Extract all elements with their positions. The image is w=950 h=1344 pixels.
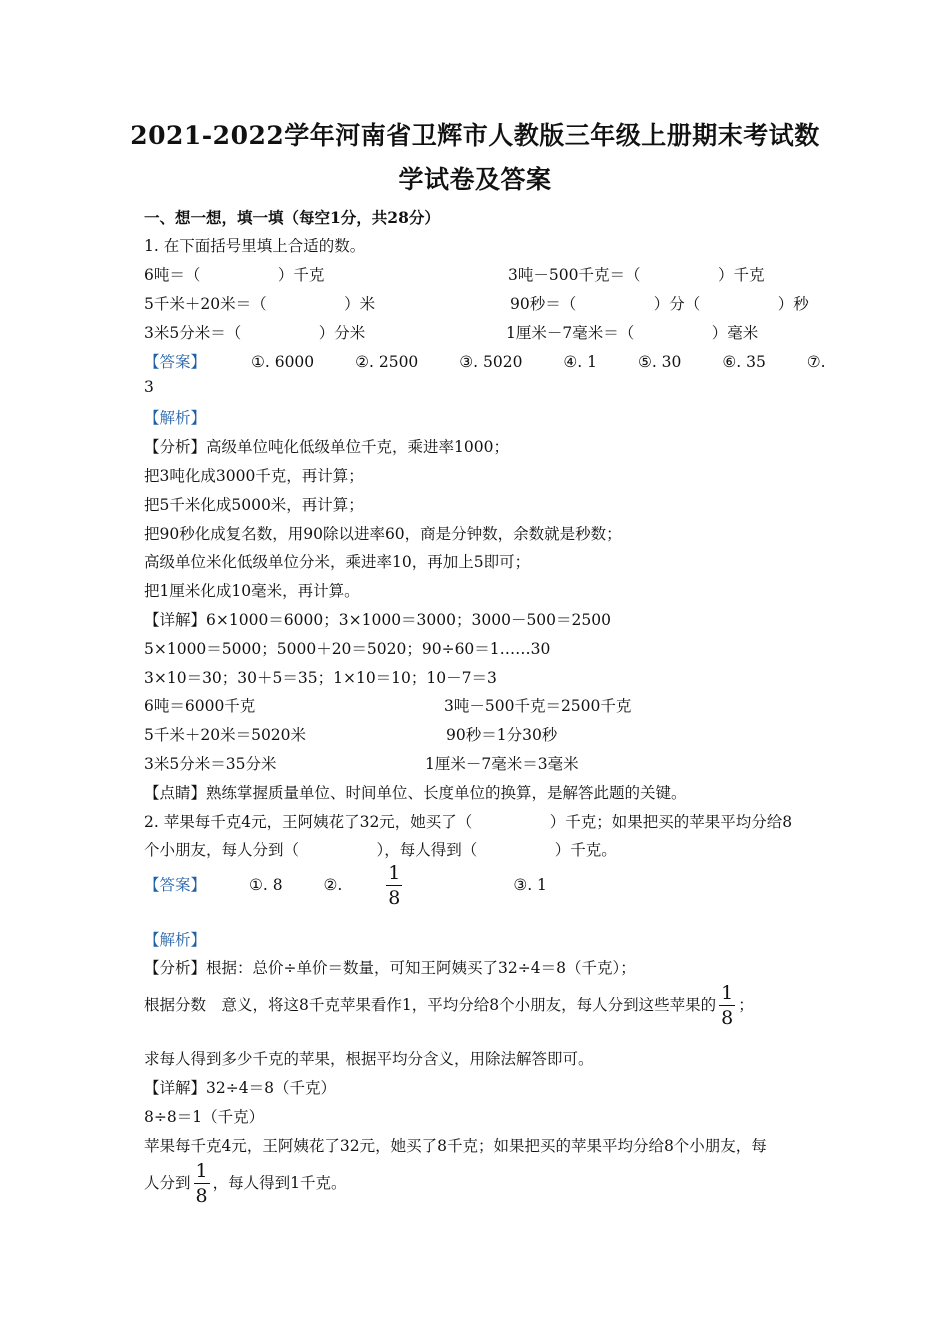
detail-tag: 【详解】 bbox=[144, 1079, 207, 1097]
q1-point bbox=[144, 781, 687, 803]
fraction-denominator: 8 bbox=[721, 1007, 734, 1029]
fraction bbox=[719, 984, 735, 1028]
q1-row1-right: 3吨－500千克＝（ ）千克 bbox=[508, 266, 765, 284]
q1-row3-left: 3米5分米＝（ ）分米 bbox=[144, 324, 366, 342]
analysis-text: 根据分数 意义，将这8千克苹果看作1，平均分给8个小朋友，每人分到这些苹果的 bbox=[144, 996, 717, 1014]
answer-item: ①. 6000 bbox=[250, 353, 315, 371]
answer-item bbox=[323, 862, 480, 909]
fraction-denominator: 8 bbox=[195, 1185, 208, 1207]
fraction-numerator: 1 bbox=[388, 862, 401, 884]
answer-item: ⑤. 30 bbox=[637, 353, 682, 371]
q1-result1-right: 3吨－500千克＝2500千克 bbox=[444, 697, 632, 715]
q1-analysis-5: 高级单位米化低级单位分米，乘进率10，再加上5即可； bbox=[144, 553, 531, 571]
fraction-denominator: 8 bbox=[388, 887, 401, 909]
q1-analysis-4: 把90秒化成复名数，用90除以进率60，商是分钟数，余数就是秒数； bbox=[144, 525, 622, 543]
answer-item: ①. 8 bbox=[248, 876, 283, 894]
answer-item: ⑦. bbox=[806, 353, 826, 371]
analysis-tag: 【分析】 bbox=[144, 438, 207, 456]
analysis-tag: 【分析】 bbox=[144, 959, 207, 977]
q2-analysis-2 bbox=[144, 984, 754, 1028]
q1-result2-left: 5千米＋20米＝5020米 bbox=[144, 726, 307, 744]
fraction bbox=[386, 864, 438, 908]
q1-detail-1 bbox=[144, 608, 611, 630]
detail-tag: 【详解】 bbox=[144, 611, 207, 629]
q1-result2-right: 90秒＝1分30秒 bbox=[446, 726, 558, 744]
q1-row2-left: 5千米＋20米＝（ ）米 bbox=[144, 295, 376, 313]
q1-analysis-1 bbox=[144, 435, 509, 457]
q2-analysis-3: 求每人得到多少千克的苹果，根据平均分含义，用除法解答即可。 bbox=[144, 1050, 594, 1068]
q2-answer-line bbox=[144, 864, 583, 908]
q2-detail-2: 8÷8＝1（千克） bbox=[144, 1108, 265, 1126]
doc-title-line1: 2021-2022学年河南省卫辉市人教版三年级上册期末考试数 bbox=[130, 121, 820, 150]
q1-jiexi-tag: 【解析】 bbox=[144, 409, 207, 427]
q1-answer-line bbox=[144, 350, 826, 372]
q2-detail-3: 苹果每千克4元，王阿姨花了32元，她买了8千克；如果把买的苹果平均分给8个小朋友，每 bbox=[144, 1137, 767, 1155]
answer-prefix: ②. bbox=[323, 876, 343, 894]
detail-text: 人分到 bbox=[144, 1174, 191, 1192]
q1-detail-3: 3×10＝30；30＋5＝35；1×10＝10；10－7＝3 bbox=[144, 669, 497, 687]
q2-detail-4 bbox=[144, 1162, 346, 1206]
analysis-text: 高级单位吨化低级单位千克，乘进率1000； bbox=[206, 438, 509, 456]
q1-analysis-3: 把5千米化成5000米，再计算； bbox=[144, 496, 364, 514]
q2-stem-2: 个小朋友，每人分到（ ），每人得到（ ）千克。 bbox=[144, 841, 617, 859]
q1-analysis-2: 把3吨化成3000千克，再计算； bbox=[144, 467, 364, 485]
q1-detail-2: 5×1000＝5000；5000＋20＝5020；90÷60＝1……30 bbox=[144, 640, 551, 658]
q1-answer-wrap: 3 bbox=[144, 378, 154, 396]
point-text: 熟练掌握质量单位、时间单位、长度单位的换算，是解答此题的关键。 bbox=[206, 784, 687, 802]
answer-tag: 【答案】 bbox=[144, 876, 207, 894]
q2-jiexi-tag: 【解析】 bbox=[144, 931, 207, 949]
fraction bbox=[194, 1162, 210, 1206]
q1-stem: 1. 在下面括号里填上合适的数。 bbox=[144, 237, 366, 255]
q1-row3-right: 1厘米－7毫米＝（ ）毫米 bbox=[506, 324, 759, 342]
fraction-numerator: 1 bbox=[721, 982, 734, 1004]
analysis-text: ； bbox=[738, 996, 754, 1014]
q1-row1-left: 6吨＝（ ）千克 bbox=[144, 266, 325, 284]
answer-item: ②. 2500 bbox=[355, 353, 419, 371]
detail-text: ，每人得到1千克。 bbox=[212, 1174, 347, 1192]
q1-row2-right: 90秒＝（ ）分（ ）秒 bbox=[510, 295, 809, 313]
detail-text: 32÷4＝8（千克） bbox=[206, 1079, 336, 1097]
answer-item: ③. 1 bbox=[513, 876, 547, 894]
detail-text: 6×1000＝6000；3×1000＝3000；3000－500＝2500 bbox=[206, 611, 611, 629]
answer-item: ④. 1 bbox=[563, 353, 597, 371]
answer-item: ⑥. 35 bbox=[722, 353, 766, 371]
answer-item: ③. 5020 bbox=[459, 353, 523, 371]
fraction-numerator: 1 bbox=[195, 1160, 208, 1182]
point-tag: 【点睛】 bbox=[144, 784, 207, 802]
q1-analysis-6: 把1厘米化成10毫米，再计算。 bbox=[144, 582, 360, 600]
analysis-text: 根据：总价÷单价＝数量，可知王阿姨买了32÷4＝8（千克）； bbox=[206, 959, 636, 977]
doc-title-line2: 学试卷及答案 bbox=[398, 165, 552, 194]
answer-tag: 【答案】 bbox=[144, 353, 207, 371]
q1-result3-right: 1厘米－7毫米＝3毫米 bbox=[425, 755, 579, 773]
q1-result1-left: 6吨＝6000千克 bbox=[144, 697, 256, 715]
q2-detail-1 bbox=[144, 1076, 336, 1098]
q1-result3-left: 3米5分米＝35分米 bbox=[144, 755, 277, 773]
section-heading: 一、想一想，填一填（每空1分，共28分） bbox=[144, 208, 440, 227]
q2-analysis-1 bbox=[144, 956, 636, 978]
q2-stem-1: 2. 苹果每千克4元，王阿姨花了32元，她买了（ ）千克；如果把买的苹果平均分给8 bbox=[144, 813, 793, 831]
